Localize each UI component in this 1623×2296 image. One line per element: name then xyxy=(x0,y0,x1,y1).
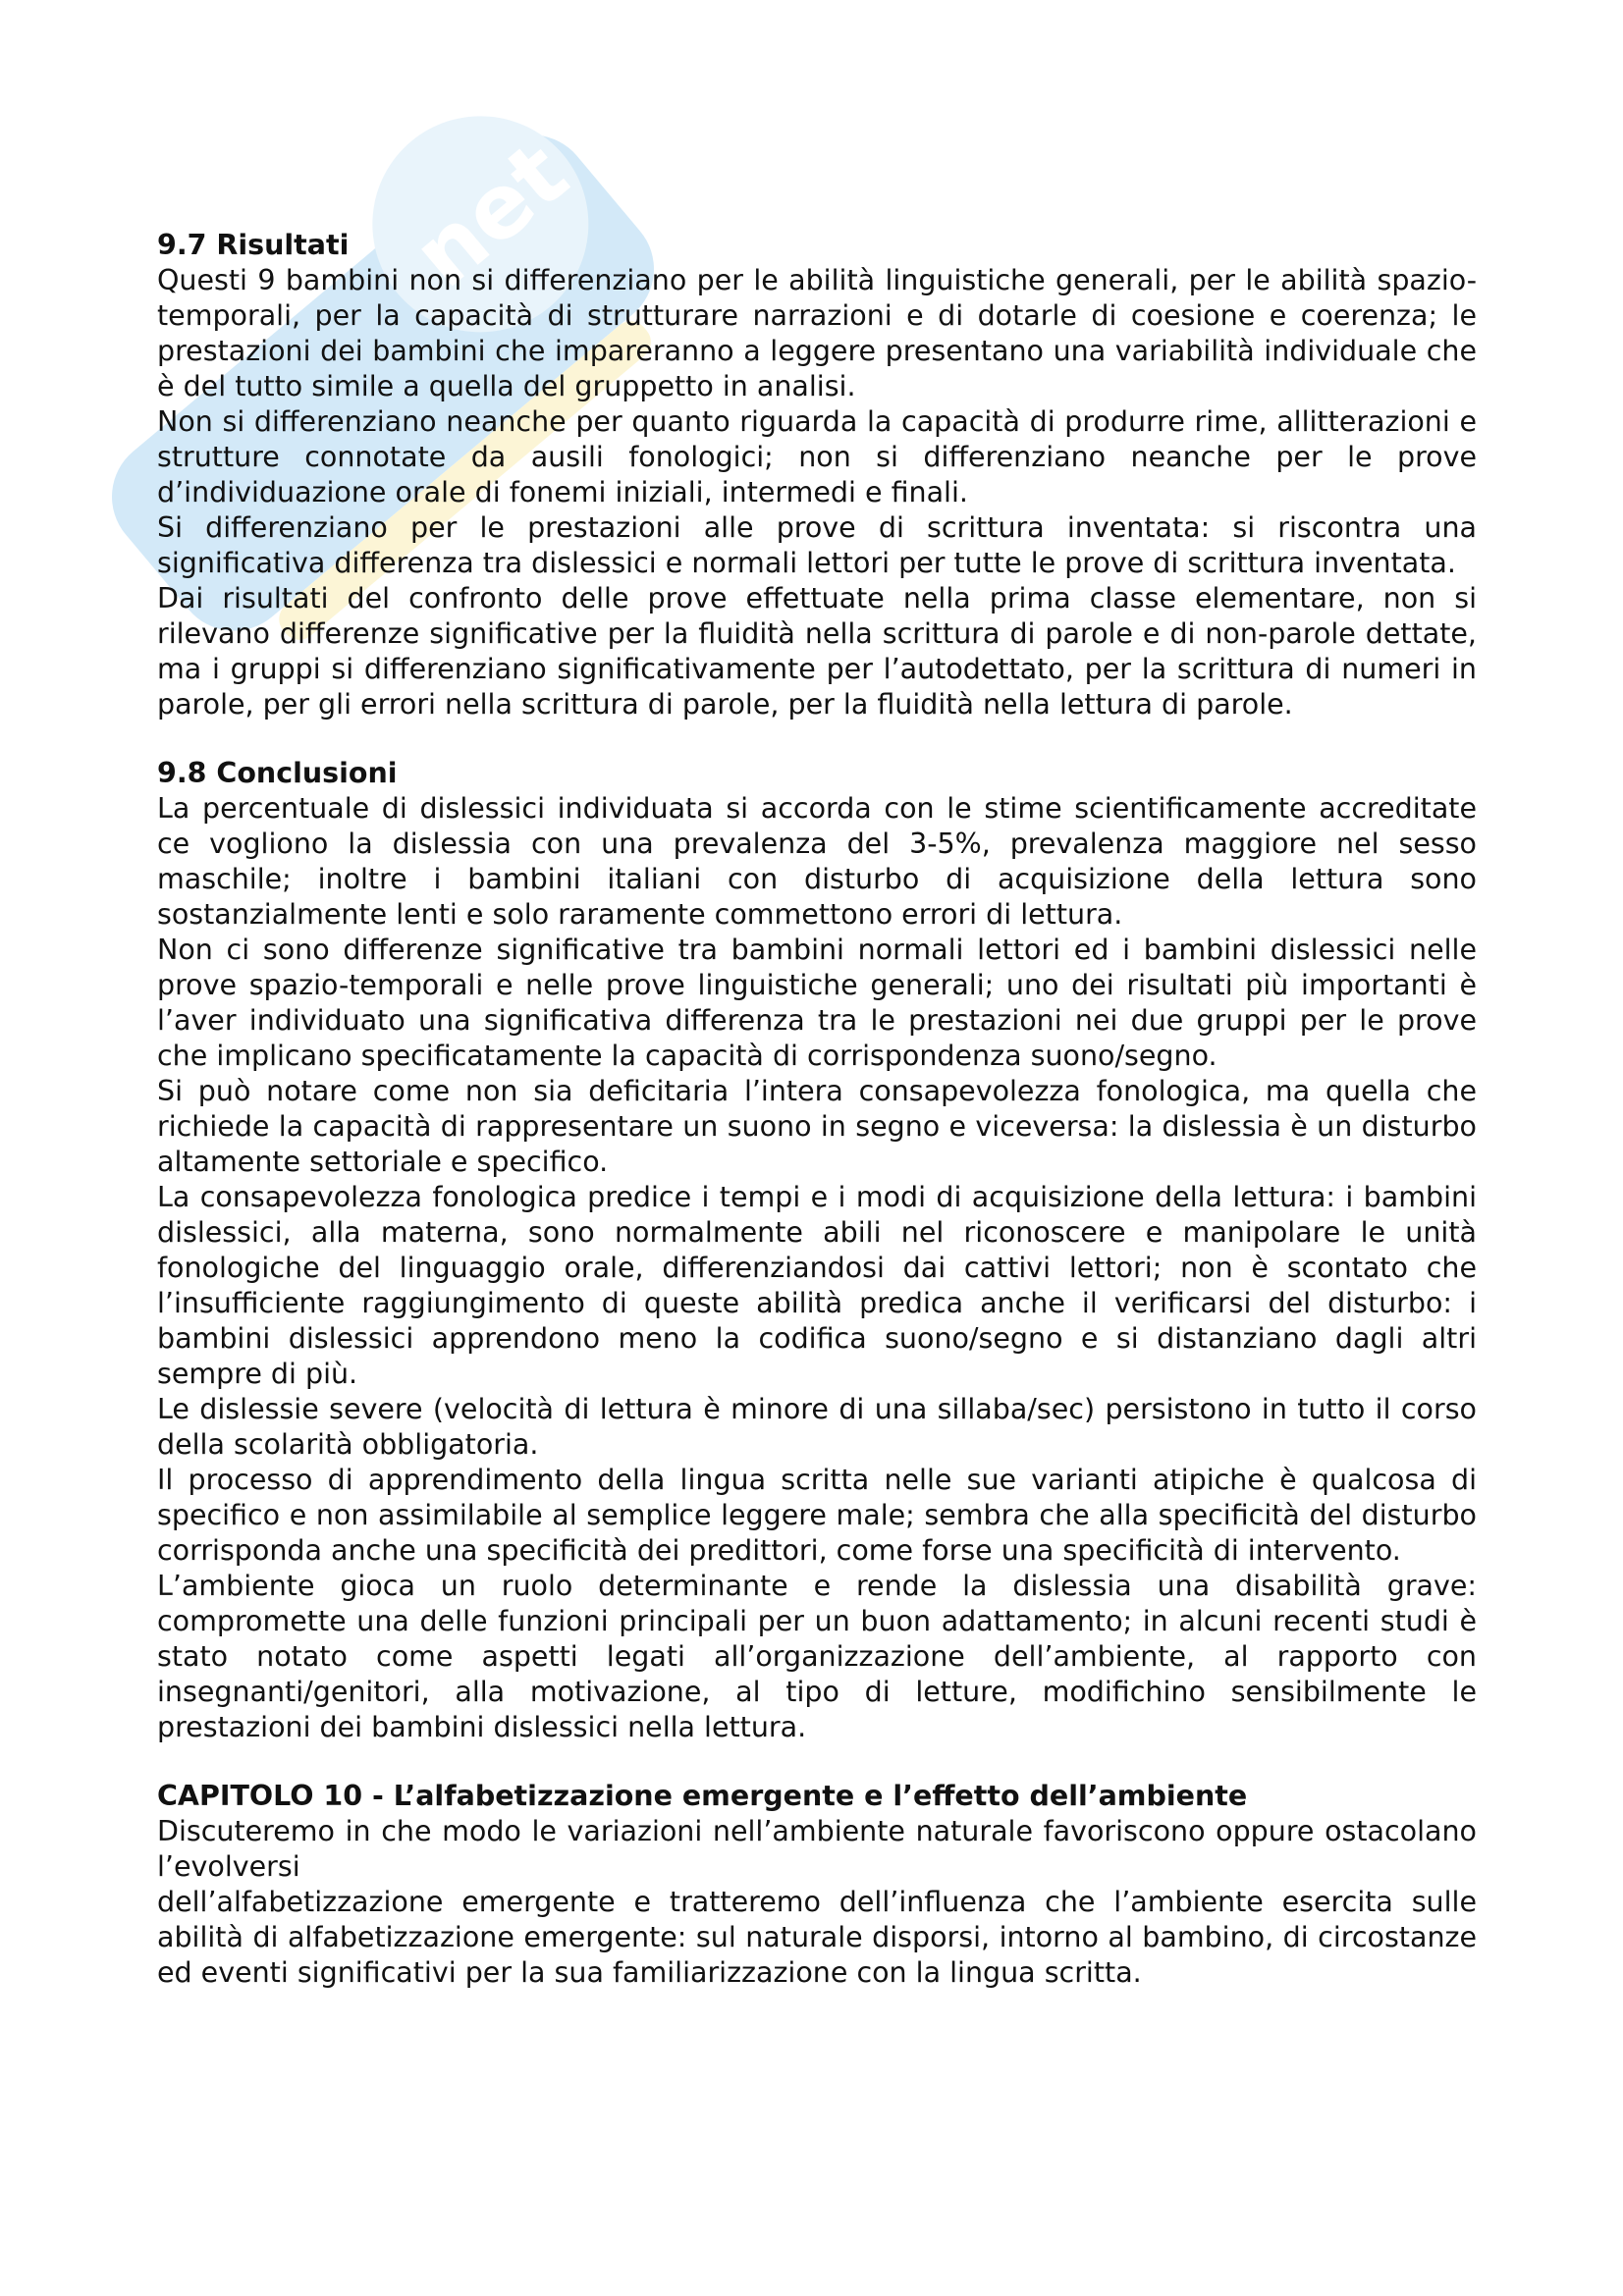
document-page xyxy=(157,228,1477,2024)
section-conclusioni xyxy=(157,756,1477,1745)
paragraph: Dai risultati del confronto delle prove effettuate nella prima classe elementare, non si rilevano differenze significative per la fluidità nella scrittura di parole e di non-parole dettate, ma i gruppi si differenziano significativamente per l’autodettato, per la scrittura di numeri in parole, per gli errori nella scrittura di parole, per la fluidità nella lettura di parole. xyxy=(157,582,1477,721)
paragraph: dell’alfabetizzazione emergente e tratteremo dell’influenza che l’ambiente esercita sulle abilità di alfabetizzazione emergente: sul naturale disporsi, intorno al bambino, di circostanze ed eventi significativi per la sua familiarizzazione con la lingua scritta. xyxy=(157,1886,1477,1989)
paragraph: Discuteremo in che modo le variazioni nell’ambiente naturale favoriscono oppure ostacolano l’evolversi xyxy=(157,1815,1477,1883)
section-risultati xyxy=(157,228,1477,722)
paragraph: Questi 9 bambini non si differenziano per le abilità linguistiche generali, per le abilità spazio-temporali, per la capacità di strutturare narrazioni e di dotarle di coesione e coerenza; le prestazioni dei bambini che impareranno a leggere presentano una variabilità individuale che è del tutto simile a quella del gruppetto in analisi. xyxy=(157,264,1477,402)
paragraph: Non si differenziano neanche per quanto riguarda la capacità di produrre rime, allitterazioni e strutture connotate da ausili fonologici; non si differenziano neanche per le prove d’individuazione orale di fonemi iniziali, intermedi e finali. xyxy=(157,405,1477,508)
paragraph: La consapevolezza fonologica predice i tempi e i modi di acquisizione della lettura: i bambini dislessici, alla materna, sono normalmente abili nel riconoscere e manipolare le unità fonologiche del linguaggio orale, differenziandosi dai cattivi lettori; non è scontato che l’insufficiente raggiungimento di queste abilità predica anche il verificarsi del disturbo: i bambini dislessici apprendono meno la codifica suono/segno e si distanziano dagli altri sempre di più. xyxy=(157,1181,1477,1390)
section-heading: 9.7 Risultati xyxy=(157,229,350,261)
chapter-heading: CAPITOLO 10 - L’alfabetizzazione emergente e l’effetto dell’ambiente xyxy=(157,1780,1248,1812)
paragraph: Si differenziano per le prestazioni alle prove di scrittura inventata: si riscontra una significativa differenza tra dislessici e normali lettori per tutte le prove di scrittura inventata. xyxy=(157,511,1477,579)
watermark-brand-word: net xyxy=(394,122,587,308)
paragraph: Il processo di apprendimento della lingua scritta nelle sue varianti atipiche è qualcosa di specifico e non assimilabile al semplice leggere male; sembra che alla specificità del disturbo corrisponda anche una specificità dei predittori, come forse una specificità di intervento. xyxy=(157,1464,1477,1567)
section-heading: 9.8 Conclusioni xyxy=(157,757,398,789)
paragraph: Le dislessie severe (velocità di lettura è minore di una sillaba/sec) persistono in tutto il corso della scolarità obbligatoria. xyxy=(157,1393,1477,1461)
paragraph: Non ci sono differenze significative tra bambini normali lettori ed i bambini dislessici nelle prove spazio-temporali e nelle prove linguistiche generali; uno dei risultati più importanti è l’aver individuato una significativa differenza tra le prestazioni nei due gruppi per le prove che implicano specificatamente la capacità di corrispondenza suono/segno. xyxy=(157,934,1477,1072)
paragraph: La percentuale di dislessici individuata si accorda con le stime scientificamente accreditate ce vogliono la dislessia con una prevalenza del 3-5%, prevalenza maggiore nel sesso maschile; inoltre i bambini italiani con disturbo di acquisizione della lettura sono sostanzialmente lenti e solo raramente commettono errori di lettura. xyxy=(157,792,1477,931)
paragraph: Si può notare come non sia deficitaria l’intera consapevolezza fonologica, ma quella che richiede la capacità di rappresentare un suono in segno e viceversa: la dislessia è un disturbo altamente settoriale e specifico. xyxy=(157,1075,1477,1178)
section-capitolo-10 xyxy=(157,1779,1477,1991)
paragraph: L’ambiente gioca un ruolo determinante e rende la dislessia una disabilità grave: compromette una delle funzioni principali per un buon adattamento; in alcuni recenti studi è stato notato come aspetti legati all’organizzazione dell’ambiente, al rapporto con insegnanti/genitori, alla motivazione, al tipo di letture, modifichino sensibilmente le prestazioni dei bambini dislessici nella lettura. xyxy=(157,1570,1477,1743)
